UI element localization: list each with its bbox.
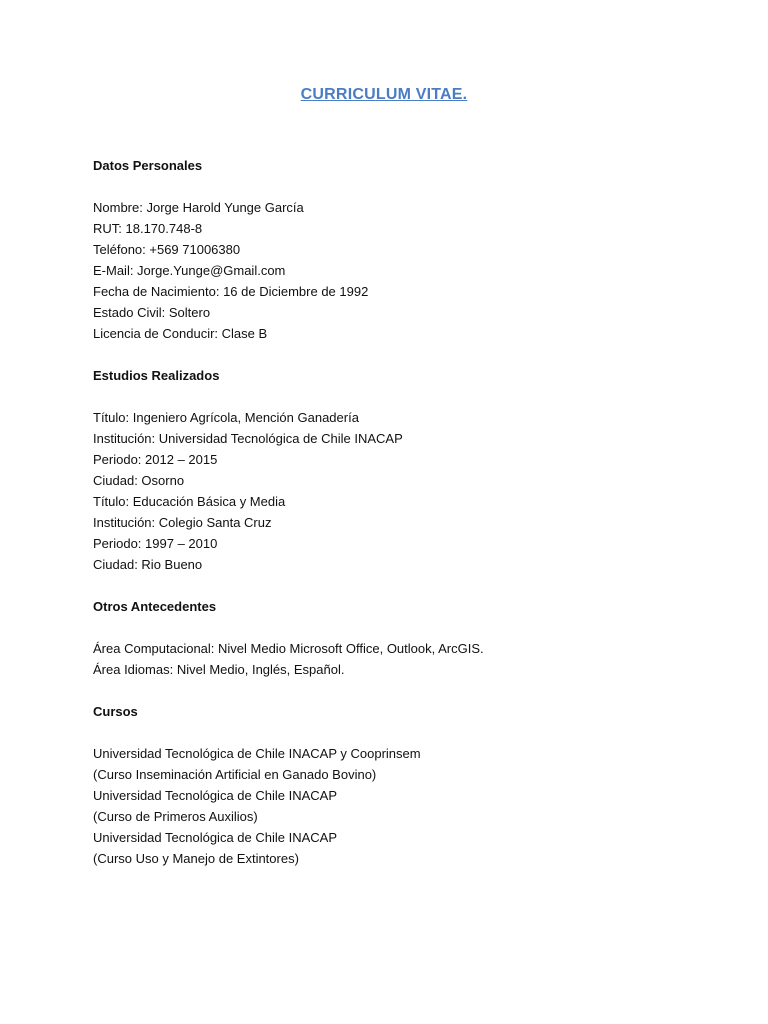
personal-driver-license: Licencia de Conducir: Clase B <box>93 326 268 341</box>
others-line: Área Idiomas: Nivel Medio, Inglés, Español. <box>93 662 345 677</box>
studies-line: Periodo: 2012 – 2015 <box>93 452 218 467</box>
personal-birthdate: Fecha de Nacimiento: 16 de Diciembre de 1992 <box>93 284 369 299</box>
studies-line: Institución: Colegio Santa Cruz <box>93 515 272 530</box>
section-heading-courses: Cursos <box>93 704 138 719</box>
courses-line: Universidad Tecnológica de Chile INACAP <box>93 830 337 845</box>
personal-marital-status: Estado Civil: Soltero <box>93 305 211 320</box>
document-body <box>93 155 733 869</box>
studies-line: Institución: Universidad Tecnológica de Chile INACAP <box>93 431 403 446</box>
studies-line: Ciudad: Osorno <box>93 473 185 488</box>
studies-line: Título: Ingeniero Agrícola, Mención Ganadería <box>93 410 359 425</box>
personal-email: E-Mail: Jorge.Yunge@Gmail.com <box>93 263 286 278</box>
courses-line: Universidad Tecnológica de Chile INACAP <box>93 788 337 803</box>
others-line: Área Computacional: Nivel Medio Microsoft Office, Outlook, ArcGIS. <box>93 641 484 656</box>
studies-line: Título: Educación Básica y Media <box>93 494 286 509</box>
courses-line: Universidad Tecnológica de Chile INACAP y Cooprinsem <box>93 746 421 761</box>
courses-line: (Curso de Primeros Auxilios) <box>93 809 258 824</box>
personal-name: Nombre: Jorge Harold Yunge García <box>93 200 304 215</box>
personal-rut: RUT: 18.170.748-8 <box>93 221 203 236</box>
personal-phone: Teléfono: +569 71006380 <box>93 242 241 257</box>
section-heading-others: Otros Antecedentes <box>93 599 217 614</box>
section-heading-personal: Datos Personales <box>93 158 203 173</box>
courses-line: (Curso Inseminación Artificial en Ganado Bovino) <box>93 767 377 782</box>
section-heading-studies: Estudios Realizados <box>93 368 220 383</box>
courses-line: (Curso Uso y Manejo de Extintores) <box>93 851 299 866</box>
page-title: CURRICULUM VITAE. <box>300 86 468 103</box>
studies-line: Periodo: 1997 – 2010 <box>93 536 218 551</box>
studies-line: Ciudad: Rio Bueno <box>93 557 203 572</box>
